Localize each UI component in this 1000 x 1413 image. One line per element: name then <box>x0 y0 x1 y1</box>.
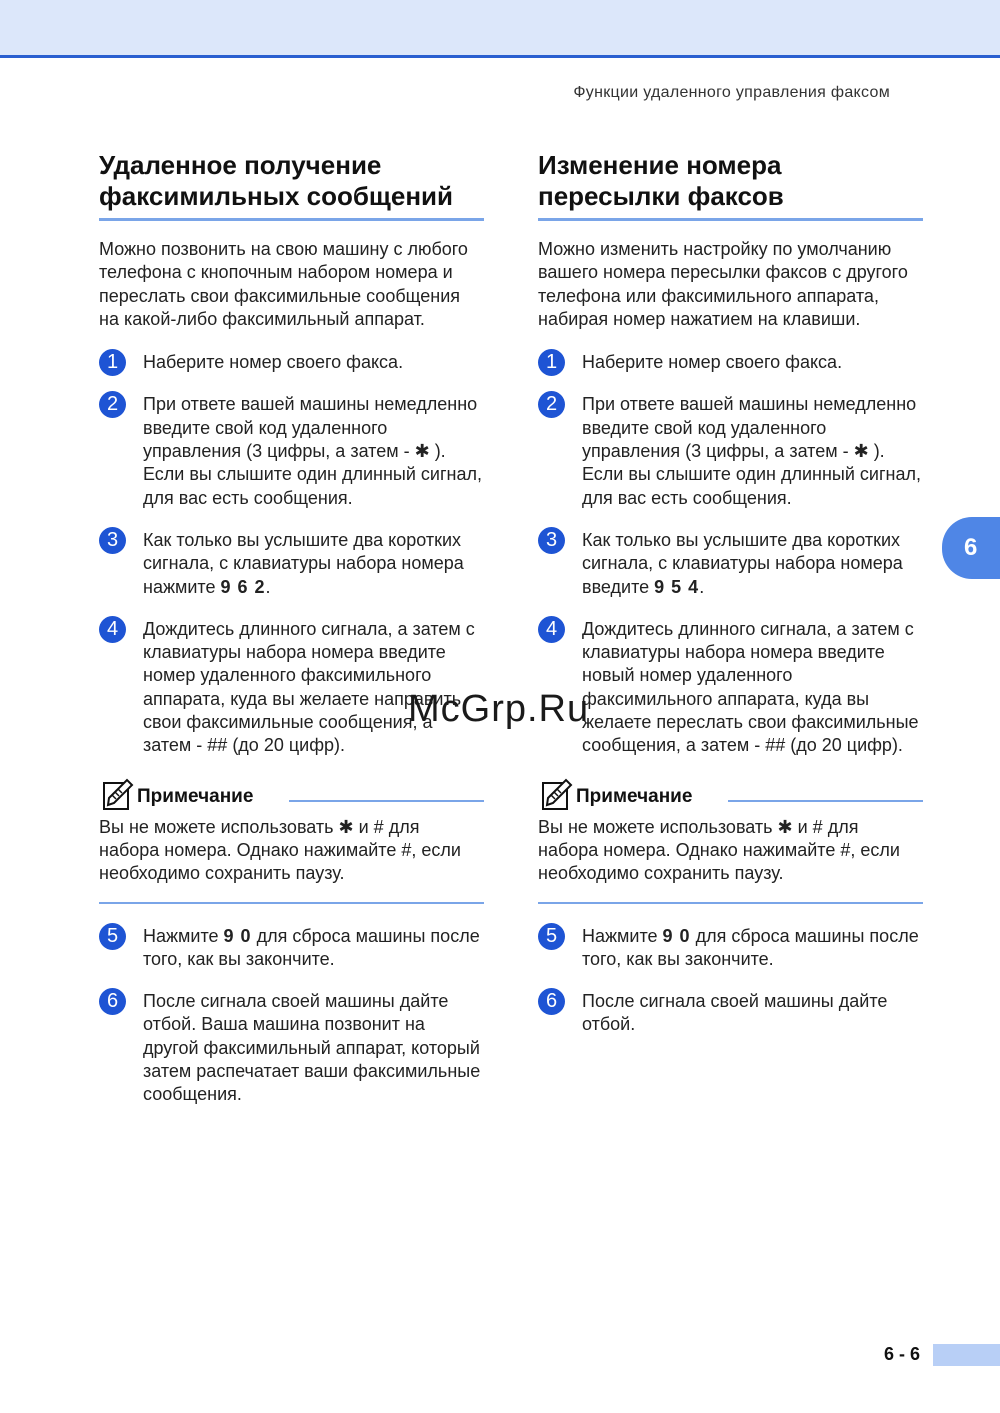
step-text: Дождитесь длинного сигнала, а затем с клавиатуры набора номера введите номер удаленного факсимильного аппарата, куда вы желаете направить свои факсимильные сообщения, а затем - ## (до 20 цифр). <box>143 618 475 756</box>
note-box <box>538 780 923 904</box>
section-title-remote-retrieval: Удаленное получение факсимильных сообщений <box>99 150 484 221</box>
step-number-badge: 5 <box>99 923 126 950</box>
note-pencil-icon <box>540 778 574 812</box>
step-text: для сброса машины после того, как вы закончите. <box>143 925 480 969</box>
note-divider <box>289 800 484 802</box>
step-number-badge: 3 <box>99 527 126 554</box>
step-number-badge: 4 <box>99 616 126 643</box>
step-number-badge: 2 <box>99 391 126 418</box>
note-box <box>99 780 484 904</box>
step-3 <box>99 529 484 599</box>
top-header-band <box>0 0 1000 58</box>
step-text-start: Нажмите <box>143 925 224 946</box>
step-text: Наберите номер своего факса. <box>143 352 404 373</box>
watermark-text: McGrp.Ru <box>408 688 590 730</box>
key-sequence: 9 6 2 <box>220 576 266 597</box>
intro-paragraph: Можно позвонить на свою машину с любого телефона с кнопочным набором номера и переслать свои факсимильные сообщения на какой-либо факсимильный аппарат. <box>99 239 468 329</box>
step-text: Наберите номер своего факса. <box>582 352 843 373</box>
note-title: Примечание <box>576 785 693 807</box>
step-text: После сигнала своей машины дайте отбой. Ваша машина позвонит на другой факсимильный аппарат, который затем распечатает ваши факсимильные сообщения. <box>143 991 481 1105</box>
note-text: Вы не можете использовать ✱ и # для набора номера. Однако нажимайте #, если необходимо сохранить паузу. <box>99 816 461 884</box>
step-3 <box>538 529 923 599</box>
note-bottom-rule <box>99 902 484 904</box>
step-text: При ответе вашей машины немедленно введите свой код удаленного управления (3 цифры, а затем - ✱ ). Если вы слышите один длинный сигнал, для вас есть сообщения. <box>143 394 482 508</box>
step-text: для сброса машины после того, как вы закончите. <box>582 925 919 969</box>
step-2 <box>99 393 484 509</box>
note-divider <box>728 800 923 802</box>
section-title-change-forwarding: Изменение номера пересылки факсов <box>538 150 923 221</box>
step-1 <box>99 351 484 374</box>
step-6 <box>99 990 484 1106</box>
step-text-end: . <box>699 576 705 597</box>
note-pencil-icon <box>101 778 135 812</box>
step-number-badge: 6 <box>538 988 565 1015</box>
note-text: Вы не можете использовать ✱ и # для набора номера. Однако нажимайте #, если необходимо сохранить паузу. <box>538 816 900 884</box>
step-text: При ответе вашей машины немедленно введите свой код удаленного управления (3 цифры, а затем - ✱ ). Если вы слышите один длинный сигнал, для вас есть сообщения. <box>582 394 921 508</box>
step-number-badge: 3 <box>538 527 565 554</box>
step-2 <box>538 393 923 509</box>
step-number-badge: 6 <box>99 988 126 1015</box>
key-sequence: 9 0 <box>223 925 252 946</box>
running-header: Функции удаленного управления факсом <box>573 84 890 101</box>
note-bottom-rule <box>538 902 923 904</box>
intro-paragraph: Можно изменить настройку по умолчанию вашего номера пересылки факсов с другого телефона или факсимильного аппарата, набирая номер нажатием на клавиши. <box>538 239 908 329</box>
step-5 <box>538 925 923 972</box>
note-header <box>538 780 923 812</box>
step-4 <box>538 618 923 758</box>
left-column <box>99 150 484 1107</box>
step-text: Как только вы услышите два коротких сигнала, с клавиатуры набора номера введите <box>582 529 903 597</box>
step-number-badge: 2 <box>538 391 565 418</box>
step-text: Дождитесь длинного сигнала, а затем с клавиатуры набора номера введите новый номер удаленного факсимильного аппарата, куда вы желаете переслать свои факсимильные сообщения, а затем - ## (до 20 цифр). <box>582 618 919 756</box>
step-text: Как только вы услышите два коротких сигнала, с клавиатуры набора номера нажмите <box>143 529 464 597</box>
step-text-start: Нажмите <box>582 925 663 946</box>
step-6 <box>538 990 923 1037</box>
key-sequence: 9 5 4 <box>654 576 700 597</box>
step-number-badge: 5 <box>538 923 565 950</box>
step-text-end: . <box>265 576 271 597</box>
step-text: После сигнала своей машины дайте отбой. <box>582 991 888 1035</box>
page-number-tab <box>933 1344 1000 1366</box>
note-title: Примечание <box>137 785 254 807</box>
step-number-badge: 1 <box>538 349 565 376</box>
chapter-side-tab: 6 <box>942 517 1000 579</box>
key-sequence: 9 0 <box>662 925 691 946</box>
step-number-badge: 4 <box>538 616 565 643</box>
right-column <box>538 150 923 1037</box>
step-number-badge: 1 <box>99 349 126 376</box>
step-1 <box>538 351 923 374</box>
page-number: 6 - 6 <box>884 1344 921 1364</box>
note-header <box>99 780 484 812</box>
step-5 <box>99 925 484 972</box>
